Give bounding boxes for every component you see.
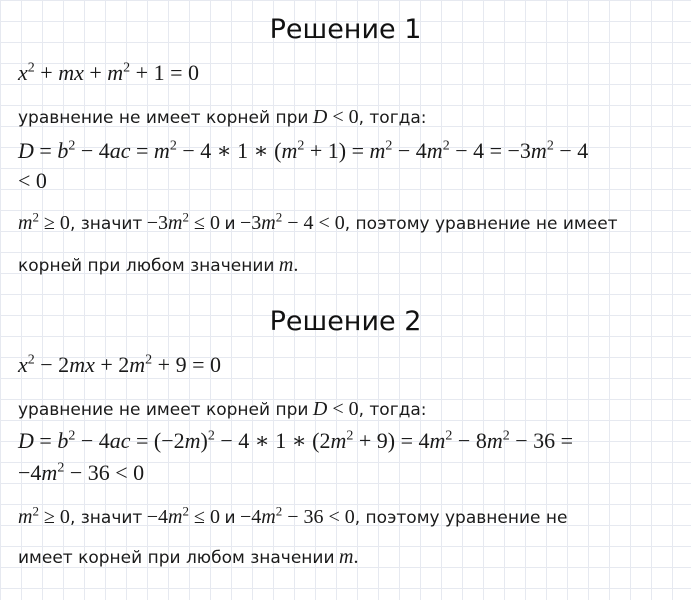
solution-1-therefore-text: , значит [69,214,143,234]
solution-2-and-text: и [224,508,236,528]
solution-1-discriminant-result: < 0 [18,168,47,193]
solution-2-conclusion-text: имеет корней при любом значении [18,548,335,568]
solution-1-conclusion [18,254,298,277]
solution-1-heading: Решение 1 [269,14,422,45]
solution-1-reasoning-math-3: $-3m^2 - 4 < 0$ [239,209,345,234]
solution-2-reasoning-math-3: $-4m^2 - 36 < 0$ [239,503,355,528]
solution-1-condition-text: уравнение не имеет корней при [18,108,309,128]
solution-1-reasoning [18,209,618,235]
solution-2-reasoning-math-2: $-4m^2 \le 0$ [146,503,220,528]
solution-2-then-text: , тогда: [358,400,427,420]
solution-2-therefore-text: , значит [69,508,143,528]
solution-1-so-text: , поэтому уравнение не имеет [344,214,618,234]
solution-2-heading: Решение 2 [269,306,422,337]
solution-2-discriminant-condition: D < 0 [312,398,359,420]
solution-1-conclusion-text: корней при любом значении [18,256,275,276]
solution-2-so-text: , поэтому уравнение не [354,508,568,528]
solution-2-discriminant-result: $-4m^2 - 36 < 0$ [18,460,145,485]
solution-2-conclusion-variable: m. [338,546,359,568]
solution-1-equation: $x^2$ + mx + $m^2 + 1 = 0$ [18,60,199,85]
solution-2-discriminant-formula: $D = b^2 - 4ac = (-2m)^2 - 4$ ∗ 1 ∗ $(2m^2 + 9) = 4m^2 - 8m^2 - 36$ = [18,428,574,453]
solution-2-reasoning-math-1: $m^2 \ge 0$ [18,503,70,528]
solution-2-conclusion [18,546,358,569]
solution-1-conclusion-variable: m. [278,254,299,276]
solution-1-reasoning-math-2: $-3m^2 \le 0$ [146,209,220,234]
solution-2-reasoning [18,503,568,529]
solution-2-condition [18,398,427,421]
solution-1-discriminant-formula: $D = b^2 - 4ac = m^2 - 4$ ∗ 1 ∗ $(m^2 + 1) = m^2 - 4m^2 - 4 = -3m^2 - 4$ [18,138,589,163]
solution-1-discriminant-condition: D < 0 [312,106,359,128]
solution-1-then-text: , тогда: [358,108,427,128]
solution-2-equation: $x^2 - 2mx + 2m^2 + 9 = 0$ [18,352,221,377]
solution-2-condition-text: уравнение не имеет корней при [18,400,309,420]
solution-1-reasoning-math-1: $m^2 \ge 0$ [18,209,70,234]
solution-1-and-text: и [224,214,236,234]
solution-1-condition [18,106,427,129]
